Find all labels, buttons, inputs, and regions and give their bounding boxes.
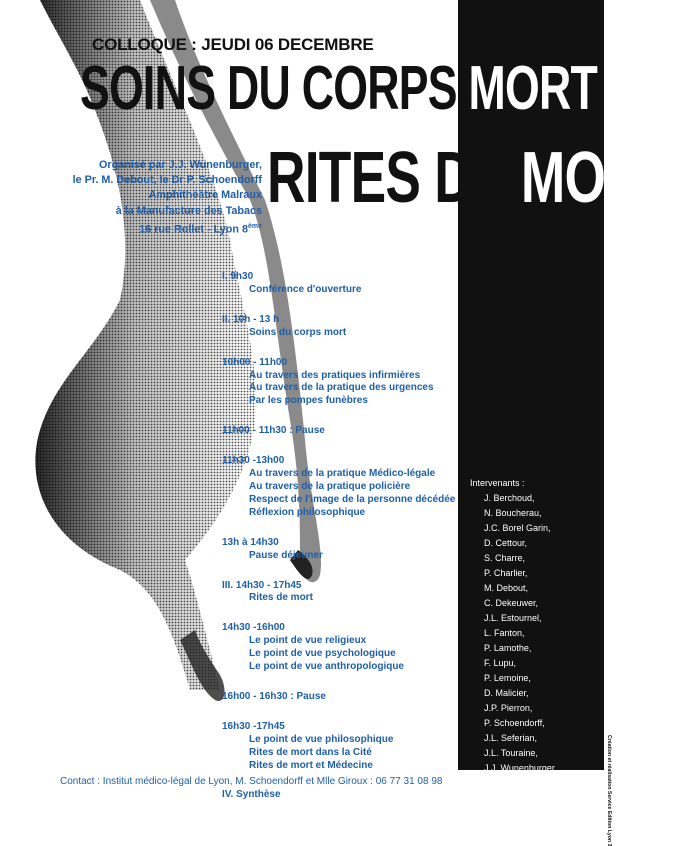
program-heading: IV. Synthèse — [222, 789, 281, 801]
intervenants-names — [470, 491, 555, 776]
program-item: Rites de mort — [249, 592, 313, 604]
title-line-2 — [267, 138, 675, 218]
program-item: Au travers des pratiques infirmières — [249, 369, 421, 381]
program-spacer — [222, 605, 455, 622]
program-heading: III. 14h30 - 17h45 — [222, 579, 302, 591]
intervenant-name: J.J. Wunenburger — [484, 763, 555, 773]
title-line-2-part-2: MORT — [520, 138, 675, 218]
intervenant-name: P. Schoendorff, — [484, 718, 545, 728]
address-superscript: ème — [247, 222, 262, 230]
program-spacer — [222, 520, 455, 537]
program-schedule — [222, 271, 455, 802]
intervenants-list — [470, 476, 555, 776]
intervenant-name: M. Debout, — [484, 583, 529, 593]
program-heading: 11h00 - 11h30 : Pause — [222, 425, 325, 437]
title-line-1 — [80, 54, 598, 123]
intervenant-name: L. Fanton, — [484, 628, 525, 638]
intervenant-name: C. Dekeuwer, — [484, 598, 539, 608]
intervenant-name: J.L. Touraine, — [484, 748, 538, 758]
program-spacer — [222, 563, 455, 580]
intervenant-name: N. Boucherau, — [484, 508, 542, 518]
intervenant-name: J. Berchoud, — [484, 493, 535, 503]
program-heading: 10h00 - 11h00 — [222, 356, 288, 368]
title-line-1-part-2: MORT — [468, 54, 598, 123]
organisation-line: à la Manufacture des Tabacs — [115, 204, 262, 217]
credit-vertical: Création et réalisation Service Edition Lyon 3 — [606, 735, 612, 846]
intervenant-name: D. Cettour, — [484, 538, 528, 548]
organisation-address — [48, 219, 262, 238]
program-heading: 16h30 -17h45 — [222, 720, 285, 732]
organisation-line: Amphithéâtre Malraux — [148, 189, 262, 202]
title-line-2-part-1: RITES DE — [267, 138, 521, 218]
program-item: Respect de l'image de la personne décédée — [249, 493, 456, 505]
program-item: Conférence d'ouverture — [249, 283, 362, 295]
intervenant-name: P. Lamothe, — [484, 643, 532, 653]
title-line-1-part-1: SOINS DU CORPS — [80, 54, 469, 123]
program-item: Au travers de la pratique policière — [249, 480, 411, 492]
program-item: Au travers de la pratique Médico-légale — [249, 468, 436, 480]
program-item: Pause déjeuner — [249, 549, 323, 561]
organisation-line: le Pr. M. Debout, le Dr P. Schoendorff — [72, 174, 262, 187]
program-heading: I. 9h30 — [222, 271, 254, 282]
program-item: Réflexion philosophique — [249, 506, 366, 518]
program-spacer — [222, 674, 455, 691]
intervenant-name: S. Charre, — [484, 553, 526, 563]
organisation-block — [48, 158, 262, 238]
program-heading: 13h à 14h30 — [222, 536, 279, 548]
contact-line: Contact : Institut médico-légal de Lyon, M. Schoendorff et Mlle Giroux : 06 77 31 08 98 — [60, 776, 443, 787]
event-date-header: COLLOQUE : JEUDI 06 DECEMBRE — [92, 35, 374, 54]
program-spacer — [222, 438, 455, 455]
program-heading: II. 10h - 13 h — [222, 313, 280, 325]
intervenants-label: Intervenants : — [470, 478, 525, 488]
intervenant-name: J.L. Seferian, — [484, 733, 538, 743]
program-item: Rites de mort dans la Cité — [249, 746, 372, 758]
program-item: Rites de mort et Médecine — [249, 759, 373, 771]
intervenant-name: P. Lemoine, — [484, 673, 531, 683]
organisation-line: Organisé par J.J. Wunenburger, — [99, 159, 262, 171]
program-spacer — [222, 408, 455, 425]
program-item: Le point de vue anthropologique — [249, 661, 404, 673]
program-spacer — [222, 297, 455, 314]
program-heading: 16h00 - 16h30 : Pause — [222, 690, 326, 702]
program-heading: 11h30 -13h00 — [222, 455, 285, 467]
program-item: Soins du corps mort — [249, 326, 347, 338]
intervenant-name: J.C. Borel Garin, — [484, 523, 551, 533]
program-heading: 14h30 -16h00 — [222, 622, 285, 634]
intervenant-name: J.P. Pierron, — [484, 703, 533, 713]
program-item: Le point de vue psychologique — [249, 648, 396, 660]
intervenant-name: F. Lupu, — [484, 658, 517, 668]
program-item: Le point de vue religieux — [249, 635, 367, 647]
intervenant-name: D. Malicier, — [484, 688, 529, 698]
program-spacer — [222, 704, 455, 721]
intervenant-name: J.L. Estournel, — [484, 613, 542, 623]
address-text: 16 rue Rollet - Lyon 8 — [139, 223, 248, 236]
program-item: Par les pompes funèbres — [249, 395, 368, 407]
program-spacer — [222, 340, 455, 357]
program-item: Au travers de la pratique des urgences — [249, 382, 434, 394]
intervenant-name: P. Charlier, — [484, 568, 528, 578]
program-item: Le point de vue philosophique — [249, 733, 394, 745]
